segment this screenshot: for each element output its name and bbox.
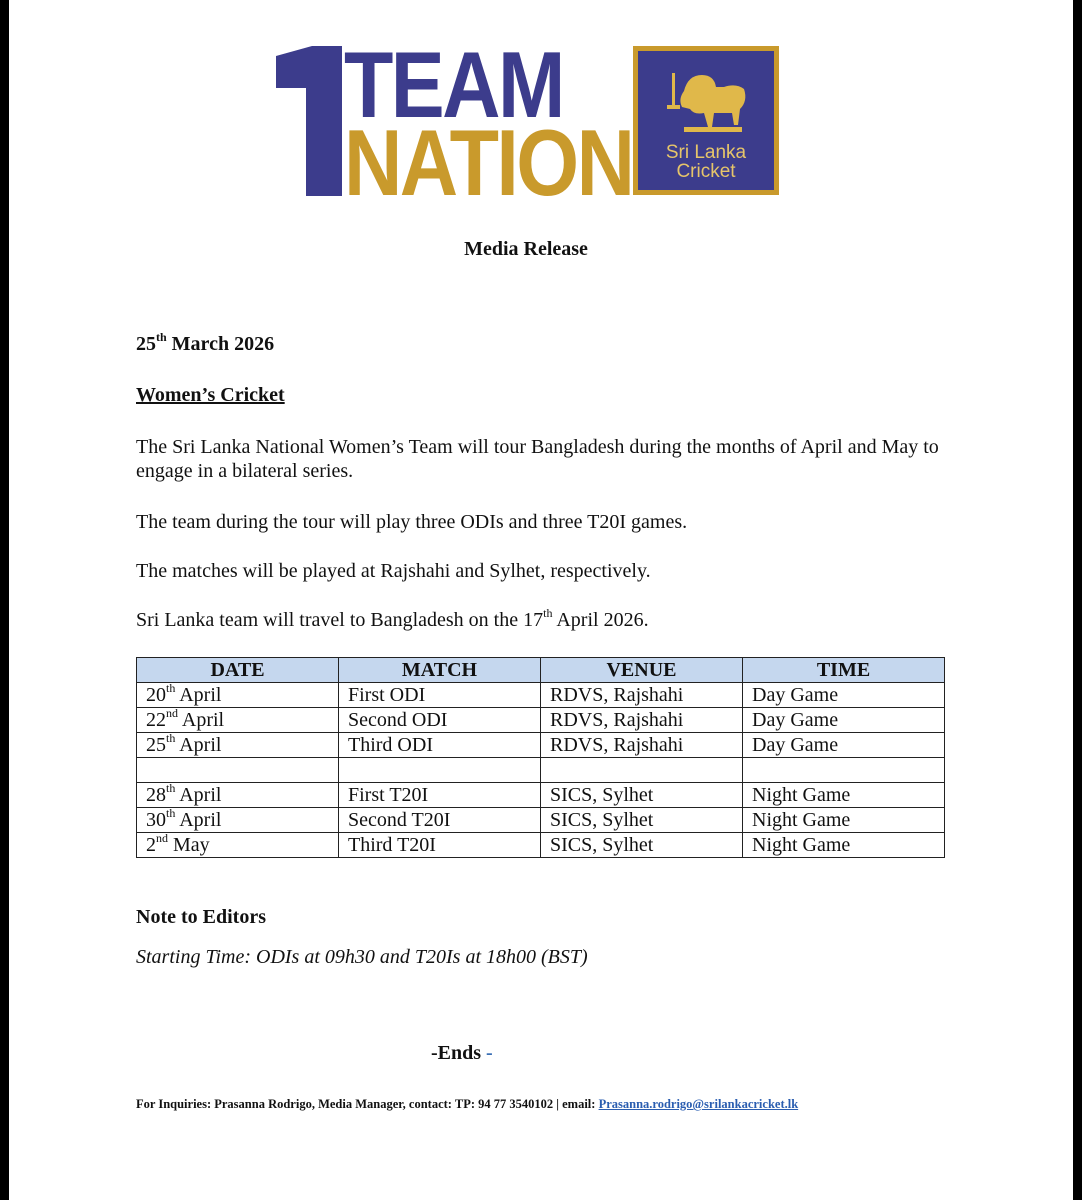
footer-contact: For Inquiries: Prasanna Rodrigo, Media Manager, contact: TP: 94 77 3540102 | email: Prasanna.rodrigo@srilankacricket.lk bbox=[136, 1097, 799, 1111]
cell-time: Night Game bbox=[743, 808, 945, 833]
sri-lanka-cricket-crest bbox=[633, 46, 779, 195]
team-nation-one-logo bbox=[276, 46, 342, 196]
cell-date: 25th April bbox=[137, 733, 339, 758]
document-page bbox=[9, 0, 1073, 1200]
header-date: DATE bbox=[137, 658, 339, 683]
cell-match: First ODI bbox=[339, 683, 541, 708]
cell-venue: RDVS, Rajshahi bbox=[541, 733, 743, 758]
table-row bbox=[137, 783, 945, 808]
cell-date bbox=[137, 758, 339, 783]
table-row-empty bbox=[137, 758, 945, 783]
table-row bbox=[137, 683, 945, 708]
schedule-table bbox=[136, 657, 945, 858]
section-heading: Women’s Cricket bbox=[136, 384, 285, 406]
cell-time: Night Game bbox=[743, 783, 945, 808]
cell-date: 28th April bbox=[137, 783, 339, 808]
table-header-row bbox=[137, 658, 945, 683]
cell-match: Second T20I bbox=[339, 808, 541, 833]
paragraph-tour: The Sri Lanka National Women’s Team will tour Bangladesh during the months of April and May to engage in a bilateral series. bbox=[136, 436, 939, 482]
header-time: TIME bbox=[743, 658, 945, 683]
release-date: 25th March 2026 bbox=[136, 330, 275, 355]
page-title: Media Release bbox=[464, 238, 588, 260]
header-venue: VENUE bbox=[541, 658, 743, 683]
cell-match: Second ODI bbox=[339, 708, 541, 733]
logo-team-text: TEAM bbox=[344, 32, 563, 137]
header-match: MATCH bbox=[339, 658, 541, 683]
paragraph-venues: The matches will be played at Rajshahi and Sylhet, respectively. bbox=[136, 560, 651, 582]
crest-line-2: Cricket bbox=[676, 161, 736, 182]
cell-venue: RDVS, Rajshahi bbox=[541, 708, 743, 733]
note-text: Starting Time: ODIs at 09h30 and T20Is at 18h00 (BST) bbox=[136, 946, 588, 968]
note-heading: Note to Editors bbox=[136, 906, 266, 928]
logo-nation-text: NATION bbox=[344, 110, 633, 215]
paragraph-games: The team during the tour will play three ODIs and three T20I games. bbox=[136, 511, 688, 533]
cell-match: Third T20I bbox=[339, 833, 541, 858]
cell-date: 20th April bbox=[137, 683, 339, 708]
cell-time: Night Game bbox=[743, 833, 945, 858]
table-row bbox=[137, 808, 945, 833]
cell-venue: SICS, Sylhet bbox=[541, 783, 743, 808]
cell-venue: SICS, Sylhet bbox=[541, 808, 743, 833]
paragraph-travel: Sri Lanka team will travel to Bangladesh on the 17th April 2026. bbox=[136, 606, 649, 631]
cell-time: Day Game bbox=[743, 708, 945, 733]
email-link[interactable]: Prasanna.rodrigo@srilankacricket.lk bbox=[598, 1097, 799, 1111]
table-row bbox=[137, 708, 945, 733]
cell-match: Third ODI bbox=[339, 733, 541, 758]
cell-date: 2nd May bbox=[137, 833, 339, 858]
table-row bbox=[137, 833, 945, 858]
cell-date: 30th April bbox=[137, 808, 339, 833]
cell-date: 22nd April bbox=[137, 708, 339, 733]
cell-venue: SICS, Sylhet bbox=[541, 833, 743, 858]
cell-time: Day Game bbox=[743, 683, 945, 708]
lion-icon bbox=[664, 69, 750, 139]
cell-match: First T20I bbox=[339, 783, 541, 808]
cell-time bbox=[743, 758, 945, 783]
ends-marker: -Ends - bbox=[431, 1042, 493, 1064]
cell-venue: RDVS, Rajshahi bbox=[541, 683, 743, 708]
cell-match bbox=[339, 758, 541, 783]
cell-venue bbox=[541, 758, 743, 783]
crest-line-1: Sri Lanka bbox=[665, 142, 747, 163]
table-row bbox=[137, 733, 945, 758]
cell-time: Day Game bbox=[743, 733, 945, 758]
